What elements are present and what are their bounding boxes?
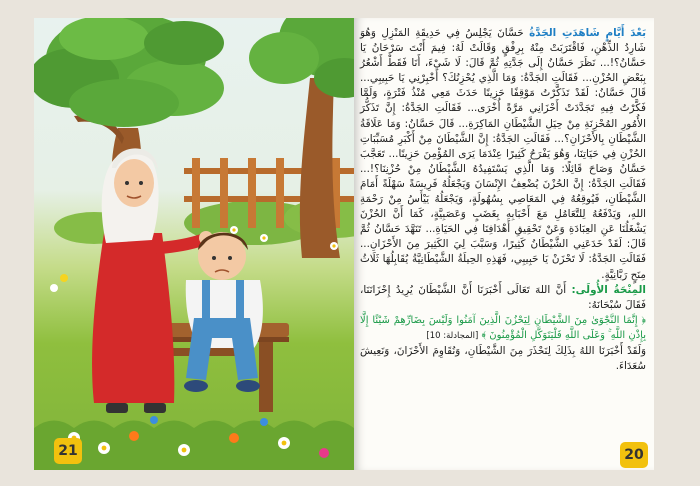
grass-icon [34, 421, 354, 471]
boy-icon [184, 232, 263, 392]
text-page [354, 18, 654, 470]
gift-heading: المِنْحَةُ الأُولَى: [571, 283, 646, 296]
illustration-page [34, 18, 354, 470]
story-illustration [34, 18, 354, 470]
gift-paragraph [360, 283, 646, 313]
page-number-right: 20 [620, 442, 648, 468]
verse-reference: [المجادلة: 10] [426, 330, 479, 341]
story-text [360, 26, 646, 374]
quran-verse: ﴿ إِنَّمَا النَّجْوَىٰ مِنَ الشَّيْطَانِ لِيَحْزُنَ الَّذِينَ آمَنُوا وَلَيْسَ بِضَارِّهِمْ شَيْئًا إِلَّا بِإِذْنِ اللَّهِ ۚ وَعَلَى اللَّهِ فَلْيَتَوَكَّلِ الْمُؤْمِنُونَ ﴾ [360, 314, 646, 341]
story-intro-heading: بَعْدَ أَيَّامٍ شَاهَدَتِ الجَدَّةُ [529, 27, 647, 39]
story-body: حَسَّانَ يَجْلِسُ فِي حَدِيقَةِ المَنْزِلِ وَهُوَ شَارِدُ الذِّهْنِ، فَاقْتَرَبَتْ مِنْهُ بِرِفْقٍ وَقَالَتْ لَهُ: فِيمَ أَنْتَ سَرْحَانُ يَا حَسَّانُ؟!... نَظَرَ حَسَّانُ إِلَى جَدَّتِهِ ثُمَّ قَالَ: لَا شَيْءَ، أَنَا فَقَطْ أَشْعُرُ بِبَعْضِ الحُزْنِ... فَقَالَتِ الجَدَّةُ: وَمَا الَّذِي يُحْزِنُكَ؟ أَخْبِرْنِي يَا حَبِيبِي... قَالَ حَسَّانُ: لَقَدْ تَذَكَّرْتُ مَوْقِفًا حَزِينًا حَدَثَ مَعِي مُنْذُ فَتْرَةٍ، وَلَمَّا فَكَّرْتُ فِيهِ تَجَدَّدَتْ أَحْزَانِي مَرَّةً أُخْرَى... فَقَالَتِ الجَدَّةُ: إِنَّ تَذَكُّرَ الأُمُورِ المُحْزِنَةِ مِنْ حِيَلِ الشَّيْطَانِ المَاكِرَةِ... قَالَ حَسَّانُ: وَمَا عَلَاقَةُ الشَّيْطَانِ بِالأَحْزَانِ؟... فَقَالَتِ الجَدَّةُ: إِنَّ الشَّيْطَانَ مِنْ أَكْبَرِ مُسَبِّبَاتِ الحُزْنِ فِي حَيَاتِنَا، وَهُوَ يَفْرَحُ كَثِيرًا عِنْدَمَا يَرَى المُؤْمِنَ حَزِينًا... تَعَجَّبَ حَسَّانُ وَصَاحَ قَائِلًا: وَمَا الَّذِي يَسْتَفِيدُهُ الشَّيْطَانُ مِنْ حُزْنِنَا؟!... فَقَالَتِ الجَدَّةُ: إِنَّ الحُزْنَ يُضْعِفُ الإِنْسَانَ وَيَجْعَلُهُ فَرِيسَةً سَهْلَةً أَمَامَ الشَّيْطَانِ، فَيُوقِعُهُ فِي المَعَاصِي بِسُهُولَةٍ، وَيَجْعَلُهُ يَيْأَسُ مِنْ رَحْمَةِ اللهِ، وَيَدْفَعُهُ لِلتَّعَامُلِ مَعَ أَحْبَابِهِ بِغَضَبٍ وَعَصَبِيَّةٍ، كَمَا أَنَّ الحُزْنَ يَشْغَلُنَا عَنِ العِبَادَةِ وَعَنْ تَحْقِيقِ أَهْدَافِنَا فِي الحَيَاةِ... تَنَهَّدَ حَسَّانُ ثُمَّ قَالَ: لَقَدْ خَدَعَنِي الشَّيْطَانُ كَثِيرًا، وَسَبَّبَ لِيَ الكَثِيرَ مِنَ الأَحْزَانِ... فَقَالَتِ الجَدَّةُ: لَا تَحْزَنْ يَا حَبِيبِي، فَهَذِهِ الحِيلَةُ الشَّيْطَانِيَّةُ يُقَابِلُهَا ثَلَاثُ مِنَحٍ رَبَّانِيَّةٍ. [360, 27, 646, 281]
verse-paragraph [360, 313, 646, 344]
story-paragraph [360, 26, 646, 283]
page-number-left: 21 [54, 438, 82, 464]
gift-body: أَنَّ اللهَ تَعَالَى أَخْبَرَنَا أَنَّ الشَّيْطَانَ يُرِيدُ إِحْزَانَنَا، فَقَالَ سُبْحَانَهُ: [360, 283, 646, 311]
closing-paragraph: وَلَقَدْ أَخْبَرَنَا اللهُ بِذَلِكَ لِنَحْذَرَ مِنَ الشَّيْطَانِ، وَنُقَاوِمَ الأَحْزَانَ، وَنَعِيشَ سُعَدَاءَ. [360, 344, 646, 373]
